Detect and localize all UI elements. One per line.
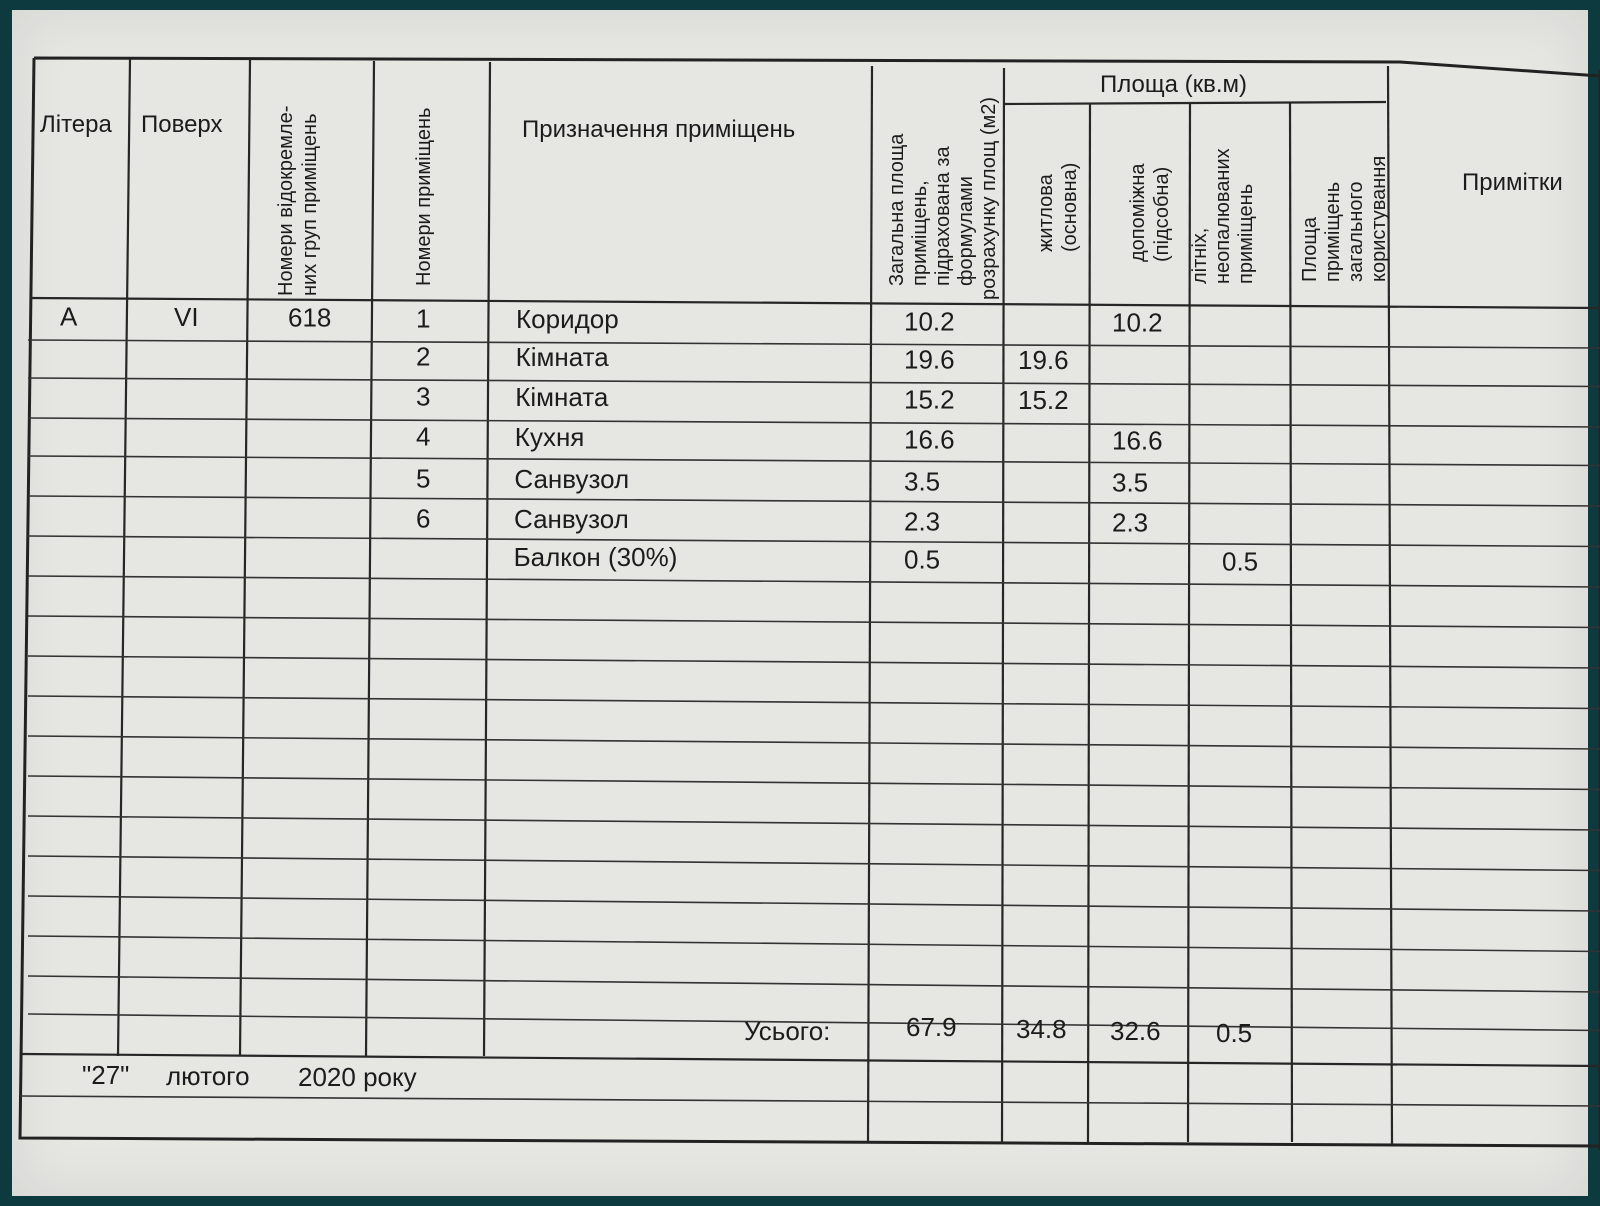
- header-groups: [275, 106, 321, 296]
- row-line: [28, 816, 1600, 830]
- date-month: лютого: [166, 1061, 250, 1091]
- cell-aux: 16.6: [1112, 425, 1163, 456]
- row-line: [28, 856, 1600, 871]
- row-line: [28, 340, 1600, 348]
- svg-text:загального: загального: [1345, 181, 1367, 282]
- table-row: [416, 503, 1148, 537]
- row-line: [28, 696, 1600, 709]
- cell-total: 19.6: [904, 344, 955, 375]
- svg-text:формулами: формулами: [955, 176, 977, 286]
- header-purpose: Призначення приміщень: [522, 116, 796, 143]
- cell-num: 4: [416, 421, 431, 452]
- row-line: [28, 496, 1600, 506]
- header-auxiliary: [1127, 163, 1173, 262]
- header-area-group: Площа (кв.м): [1100, 71, 1248, 98]
- cell-num: 2: [416, 341, 431, 372]
- cell-purpose: Санвузол: [514, 464, 630, 495]
- table-row: [416, 341, 1069, 375]
- svg-text:житлова: житлова: [1035, 174, 1057, 252]
- totals-label: Усього:: [744, 1016, 831, 1046]
- svg-text:приміщень: приміщень: [1322, 181, 1344, 282]
- totals-summer: 0.5: [1216, 1018, 1253, 1048]
- cell-group: 618: [288, 302, 332, 333]
- row-line: [28, 418, 1600, 427]
- svg-text:Номери приміщень: Номери приміщень: [413, 107, 435, 286]
- svg-text:Площа: Площа: [1299, 217, 1321, 282]
- area-group-line: [1004, 102, 1386, 104]
- svg-text:розрахунку площ (м2): розрахунку площ (м2): [978, 96, 1000, 300]
- cell-num: 6: [416, 503, 431, 534]
- svg-text:допоміжна: допоміжна: [1127, 163, 1149, 262]
- table-row: [514, 542, 1259, 576]
- cell-purpose: Балкон (30%): [513, 542, 678, 573]
- svg-text:підрахована за: підрахована за: [932, 146, 954, 286]
- cell-summer: 0.5: [1222, 546, 1259, 577]
- cell-purpose: Санвузол: [514, 504, 629, 535]
- header-room-numbers: [413, 108, 435, 286]
- totals-living: 34.8: [1016, 1014, 1067, 1044]
- cell-litera: А: [60, 301, 78, 332]
- row-line: [22, 1054, 1600, 1066]
- svg-text:Номери відокремле-: Номери відокремле-: [275, 105, 297, 296]
- cell-purpose: Кімната: [515, 382, 609, 413]
- table-row: [416, 381, 1069, 415]
- date-year: 2020 року: [298, 1062, 417, 1092]
- date-day: "27": [82, 1060, 130, 1090]
- svg-text:них груп приміщень: них груп приміщень: [299, 113, 321, 296]
- svg-text:(підсобна): (підсобна): [1151, 166, 1173, 262]
- totals-row: [744, 1012, 1252, 1048]
- row-line: [28, 378, 1600, 387]
- header-total-area: [886, 97, 1000, 300]
- svg-text:літніх,: літніх,: [1189, 227, 1211, 284]
- row-line: [28, 776, 1600, 790]
- totals-total: 67.9: [906, 1012, 957, 1042]
- cell-num: 5: [416, 463, 431, 494]
- header-notes: Примітки: [1462, 169, 1563, 196]
- svg-text:Загальна площа: Загальна площа: [886, 133, 908, 286]
- table-row: [416, 463, 1148, 497]
- row-line: [28, 616, 1600, 628]
- row-line: [28, 736, 1600, 749]
- cell-living: 15.2: [1018, 385, 1069, 416]
- cell-total: 16.6: [904, 424, 955, 455]
- cell-poverkh: VI: [174, 302, 199, 333]
- svg-text:неопалюваних: неопалюваних: [1212, 148, 1234, 284]
- table-row: [60, 301, 1163, 337]
- totals-aux: 32.6: [1110, 1016, 1161, 1046]
- cell-total: 2.3: [904, 506, 941, 537]
- cell-total: 10.2: [904, 306, 955, 337]
- header-poverkh: Поверх: [141, 111, 223, 138]
- row-line: [28, 936, 1600, 952]
- header-summer: [1189, 148, 1257, 284]
- header-litera: Літера: [40, 111, 112, 138]
- svg-text:приміщень: приміщень: [1235, 183, 1257, 284]
- cell-purpose: Кухня: [514, 422, 585, 453]
- header-common: [1299, 156, 1390, 282]
- cell-total: 3.5: [904, 466, 941, 497]
- cell-aux: 2.3: [1112, 507, 1149, 538]
- cell-total: 15.2: [904, 384, 955, 415]
- header-bottom-line: [30, 298, 1600, 308]
- row-line: [28, 976, 1600, 992]
- svg-text:приміщень,: приміщень,: [909, 180, 931, 286]
- svg-text:(основна): (основна): [1059, 162, 1081, 252]
- svg-text:користування: користування: [1368, 155, 1390, 282]
- table-row: [416, 421, 1163, 455]
- row-line: [28, 456, 1600, 466]
- cell-purpose: Кімната: [515, 342, 609, 373]
- row-line: [28, 536, 1600, 547]
- cell-aux: 3.5: [1112, 467, 1149, 498]
- cell-aux: 10.2: [1112, 307, 1163, 338]
- row-line: [20, 1096, 1600, 1106]
- row-line: [28, 896, 1600, 911]
- cell-purpose: Коридор: [516, 304, 619, 335]
- cell-num: 3: [416, 381, 431, 412]
- cell-num: 1: [416, 303, 431, 334]
- document-date: [82, 1060, 417, 1092]
- row-lines: [20, 340, 1600, 1106]
- row-line: [28, 656, 1600, 668]
- header-living: [1035, 163, 1081, 252]
- cell-living: 19.6: [1018, 345, 1069, 376]
- cell-total: 0.5: [904, 544, 941, 575]
- row-line: [28, 576, 1600, 587]
